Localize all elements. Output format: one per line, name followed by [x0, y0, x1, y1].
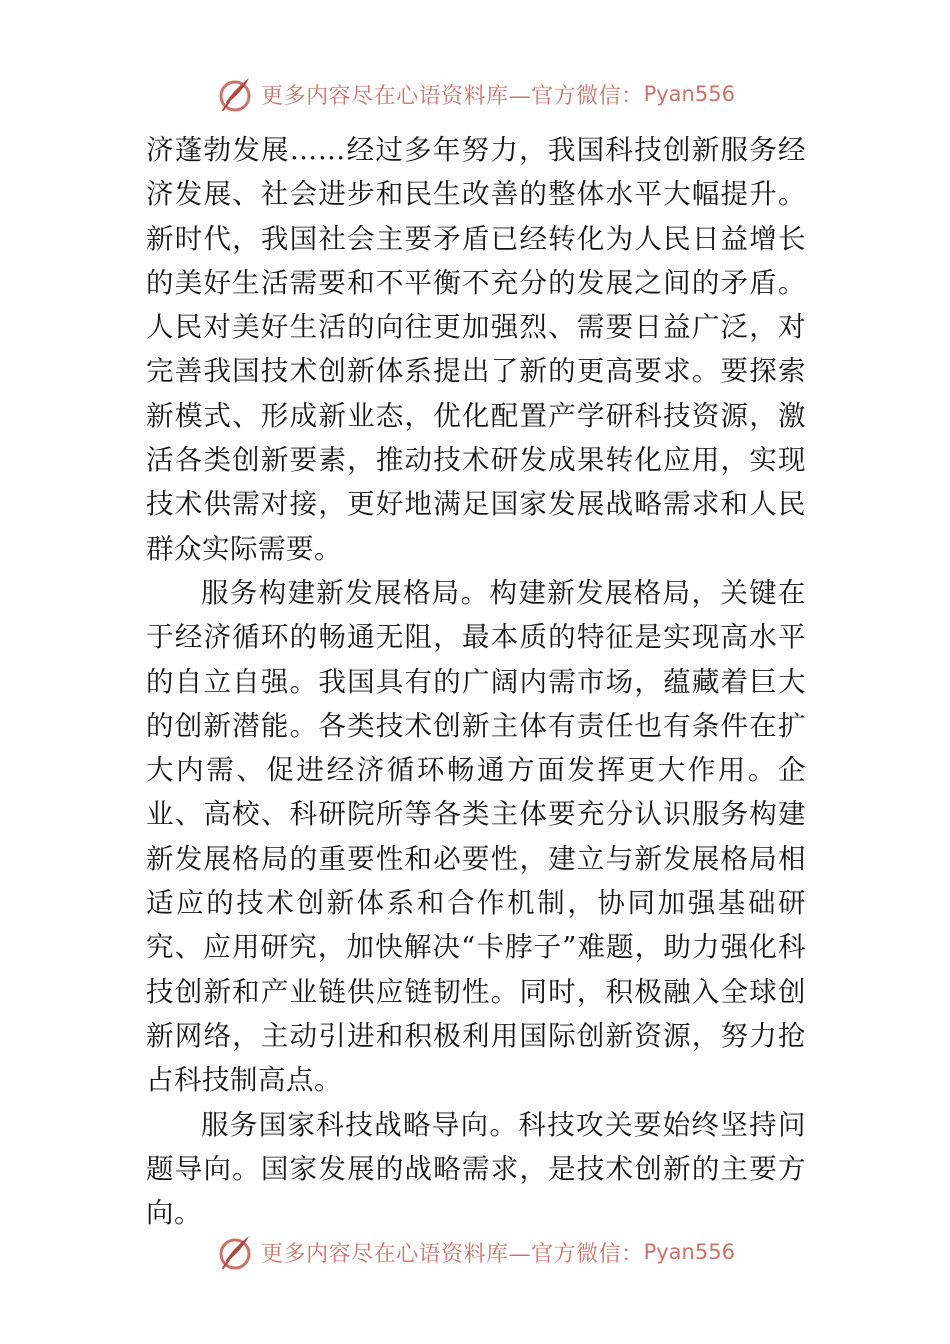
- document-body: [146, 128, 806, 1235]
- header-watermark: [0, 70, 950, 118]
- banner-text: 更多内容尽在心语资料库—官方微信：: [261, 1241, 644, 1267]
- paragraph-3: 服务国家科技战略导向。科技攻关要始终坚持问题导向。国家发展的战略需求，是技术创新的主要方向。: [146, 1108, 806, 1230]
- banner-wechat-id: Pyan556: [643, 82, 735, 106]
- banner-text: 更多内容尽在心语资料库—官方微信：: [261, 83, 644, 109]
- banner-wechat-id: Pyan556: [643, 1240, 735, 1264]
- paragraph-2: 服务构建新发展格局。构建新发展格局，关键在于经济循环的畅通无阻，最本质的特征是实现高水平的自立自强。我国具有的广阔内需市场，蕴藏着巨大的创新潜能。各类技术创新主体有责任也有条件在扩大内需、促进经济循环畅通方面发挥更大作用。企业、高校、科研院所等各类主体要充分认识服务构建新发展格局的重要性和必要性，建立与新发展格局相适应的技术创新体系和合作机制，协同加强基础研究、应用研究，加快解决“卡脖子”难题，助力强化科技创新和产业链供应链韧性。同时，积极融入全球创新网络，主动引进和积极利用国际创新资源，努力抢占科技制高点。: [146, 576, 806, 1097]
- footer-watermark: [0, 1228, 950, 1276]
- feather-pen-circle-icon: [215, 74, 255, 114]
- feather-pen-circle-icon: [215, 1232, 255, 1272]
- paragraph-1: 济蓬勃发展……经过多年努力，我国科技创新服务经济发展、社会进步和民生改善的整体水平大幅提升。新时代，我国社会主要矛盾已经转化为人民日益增长的美好生活需要和不平衡不充分的发展之间的矛盾。人民对美好生活的向往更加强烈、需要日益广泛，对完善我国技术创新体系提出了新的更高要求。要探索新模式、形成新业态，优化配置产学研科技资源，激活各类创新要素，推动技术研发成果转化应用，实现技术供需对接，更好地满足国家发展战略需求和人民群众实际需要。: [146, 134, 806, 565]
